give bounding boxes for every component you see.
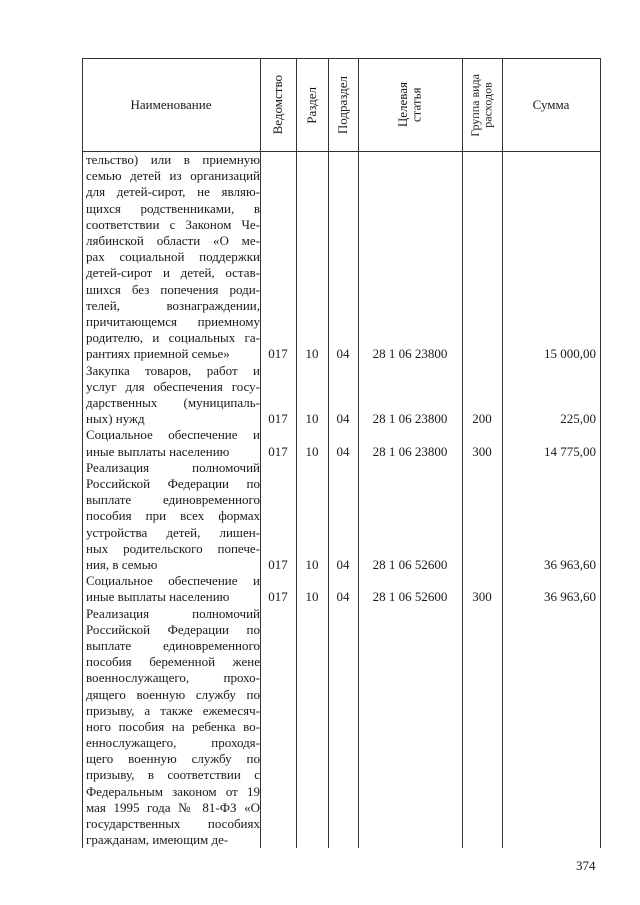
row-name-line: соответствии с Законом Че- — [86, 216, 260, 232]
header-subsection — [328, 59, 358, 151]
row-target-article: 28 1 06 52600 — [372, 557, 448, 572]
row-name — [86, 427, 260, 459]
header-target-article — [358, 59, 462, 151]
row-name-line: для детей-сирот, не являю- — [86, 184, 260, 200]
row-subsection: 04 — [336, 346, 350, 362]
row-name-line: ния, в семью — [86, 556, 158, 572]
row-name-line: Социальное обеспечение и — [86, 573, 260, 589]
row-name-line: иные выплаты населению — [86, 589, 230, 605]
row-department: 017 — [268, 346, 288, 362]
row-section: 10 — [305, 589, 319, 605]
row-section: 10 — [305, 411, 319, 427]
row-expense-group: 200 — [472, 411, 492, 427]
header-subsection-label: Подраздел — [335, 75, 351, 135]
row-name-line: выплате единовременного — [86, 492, 260, 508]
row-name-line: Социальное обеспечение и — [86, 427, 260, 443]
header-expense-group — [462, 59, 502, 151]
row-subsection: 04 — [336, 443, 350, 459]
column-rule — [600, 58, 601, 848]
row-name-line: мая 1995 года № 81-ФЗ «О — [86, 799, 260, 815]
header-section-label: Раздел — [304, 86, 320, 124]
header-target-article-label: Целевая статья — [395, 82, 424, 128]
row-name-line: устройства детей, лишен- — [86, 524, 260, 540]
row-target-article: 28 1 06 23800 — [372, 443, 448, 459]
row-name — [86, 152, 260, 362]
row-name — [86, 573, 260, 605]
row-subsection: 04 — [336, 557, 350, 572]
row-expense-group: 300 — [472, 589, 492, 605]
row-target-article: 28 1 06 52600 — [372, 589, 448, 605]
row-name — [86, 363, 260, 428]
row-department: 017 — [268, 557, 288, 572]
row-department: 017 — [268, 443, 288, 459]
row-section: 10 — [305, 346, 319, 362]
row-section: 10 — [305, 557, 319, 572]
row-name-line: шихся без попечения роди- — [86, 281, 260, 297]
header-name — [82, 59, 260, 151]
row-expense-group: 300 — [472, 443, 492, 459]
row-name-line: детей-сирот и детей, остав- — [86, 265, 260, 281]
row-name-line: Реализация полномочий — [86, 605, 260, 621]
row-name-line: Российской Федерации по — [86, 475, 260, 491]
row-department: 017 — [268, 411, 288, 427]
header-department — [260, 59, 296, 151]
row-sum: 36 963,60 — [544, 589, 596, 605]
row-name-line: рантиях приемной семье» — [86, 346, 230, 362]
row-name-line: щего военную службу по — [86, 751, 260, 767]
row-name-line: еннослужащего, проходя- — [86, 735, 260, 751]
row-name-line: ных родительского попече- — [86, 540, 260, 556]
row-name-line: причитающемся приемному — [86, 313, 260, 329]
row-name-line: гражданам, имеющим де- — [86, 832, 229, 848]
row-name-line: призыву, а также ежемесяч- — [86, 702, 260, 718]
row-subsection: 04 — [336, 589, 350, 605]
row-name-line: дящего военную службу по — [86, 686, 260, 702]
header-name-label: Наименование — [130, 97, 212, 112]
row-name-line: телей, вознаграждении, — [86, 297, 260, 313]
row-name — [86, 460, 260, 573]
header-expense-group-label: Группа вида расходов — [468, 73, 495, 137]
row-sum: 36 963,60 — [544, 557, 596, 572]
header-sum — [502, 59, 600, 151]
row-sum: 15 000,00 — [544, 346, 596, 362]
row-name-line: Реализация полномочий — [86, 459, 260, 475]
header-department-label: Ведомство — [270, 75, 286, 135]
row-department: 017 — [268, 589, 288, 605]
row-name-line: пособия при всех формах — [86, 508, 260, 524]
header-section — [296, 59, 328, 151]
row-name-line: иные выплаты населению — [86, 443, 230, 459]
row-subsection: 04 — [336, 411, 350, 427]
row-sum: 14 775,00 — [544, 443, 596, 459]
row-name-line: семью детей из организаций — [86, 168, 260, 184]
row-name-line: тельство) или в приемную — [86, 152, 260, 167]
budget-table — [82, 58, 600, 848]
row-name-line: военнослужащего, прохо- — [86, 670, 260, 686]
row-name-line: услуг для обеспечения госу- — [86, 378, 260, 394]
row-name-line: дарственных (муниципаль- — [86, 394, 260, 410]
table-body — [82, 150, 600, 848]
page-number: 374 — [576, 858, 596, 873]
table-header — [82, 58, 600, 152]
row-sum: 225,00 — [560, 411, 596, 427]
row-name-line: родителю, и социальных га- — [86, 330, 260, 346]
row-name-line: рах социальной поддержки — [86, 249, 260, 265]
row-target-article: 28 1 06 23800 — [372, 346, 448, 362]
row-name — [86, 606, 260, 849]
header-sum-label: Сумма — [532, 97, 570, 112]
row-name-line: выплате единовременного — [86, 637, 260, 653]
row-name-line: ных) нужд — [86, 411, 145, 427]
row-name-line: лябинской области «О ме- — [86, 232, 260, 248]
row-name-line: Федеральным законом от 19 — [86, 783, 260, 799]
row-name-line: ного пособия на ребенка во- — [86, 718, 260, 734]
row-name-line: щихся родственниками, в — [86, 200, 260, 216]
row-section: 10 — [305, 443, 319, 459]
row-name-line: призыву, в соответствии с — [86, 767, 260, 783]
row-name-line: Закупка товаров, работ и — [86, 362, 260, 378]
row-name-line: государственных пособиях — [86, 816, 260, 832]
row-name-line: Российской Федерации по — [86, 621, 260, 637]
row-name-line: пособия беременной жене — [86, 654, 260, 670]
row-target-article: 28 1 06 23800 — [372, 411, 448, 427]
